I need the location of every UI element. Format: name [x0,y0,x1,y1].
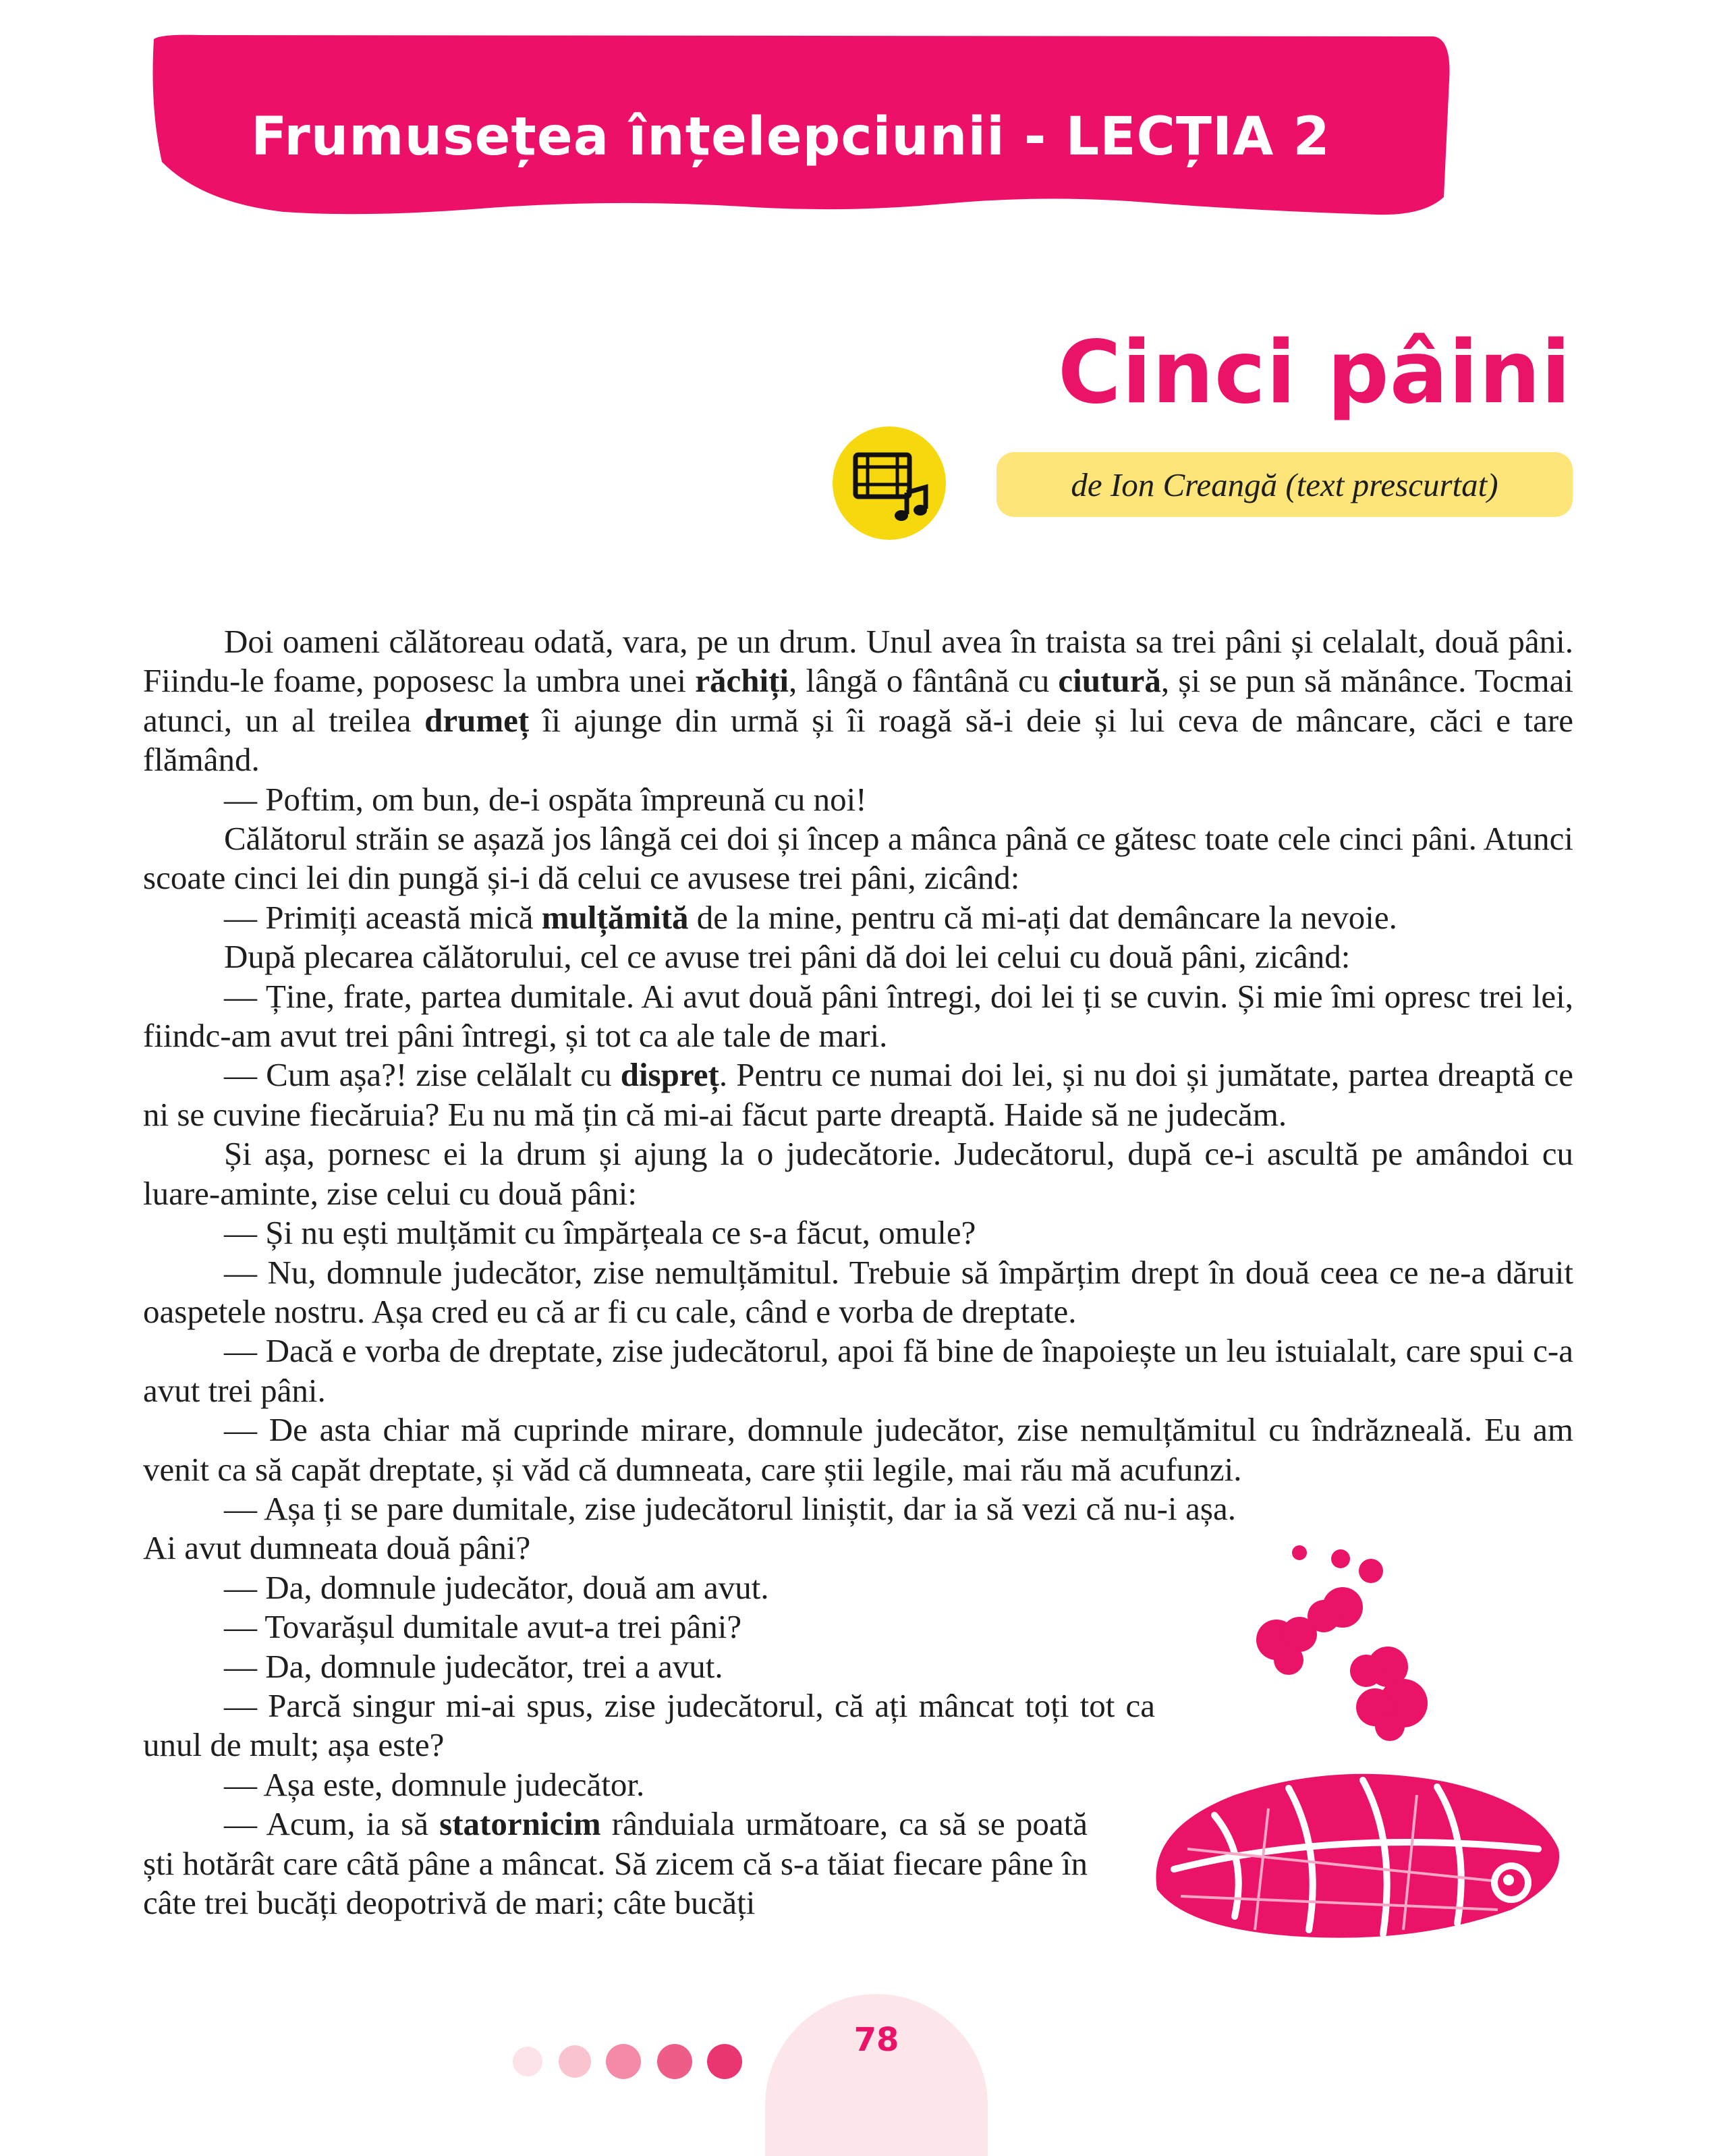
page-dots-decoration [507,2041,750,2082]
paragraph-16: — Da, domnule judecător, trei a avut. [224,1647,723,1685]
paragraph-1: Doi oameni călătoreau odată, vara, pe un drum. Unul avea în traista sa trei pâni și celalalt, două pâni. Fiindu-le foame, poposesc la umbra unei răchiți, lângă o fântână cu ciutură, și se pun să mănânce. Tocmai atunci, un al treilea drumeț îi ajunge din urmă și îi roagă să-i deie și lui ceva de mâncare, căci e tare flămând. [143,623,1573,779]
glossary-word: mulțămită [541,898,689,936]
paragraph-13: — Așa ți se pare dumitale, zise judecătorul liniștit, dar ia să vezi că nu-i așa. Ai avut dumneata două pâni? [143,1489,1236,1567]
paragraph-5: După plecarea călătorului, cel ce avuse trei pâni dă doi lei celui cu două pâni, zicând: [224,938,1351,976]
paragraph-4: — Primiți această mică mulțămită de la mine, pentru că mi-ați dat demâncare la nevoie. [224,898,1397,936]
video-audio-icon[interactable] [831,425,947,541]
paragraph-2: — Poftim, om bun, de-i ospăta împreună cu noi! [224,780,867,818]
glossary-word: drumeț [424,701,530,739]
glossary-word: ciutură [1058,662,1161,700]
paragraph-8: Și așa, pornesc ei la drum și ajung la o judecătorie. Judecătorul, după ce-i ascultă pe amândoi cu luare-aminte, zise celui cu două pâni: [143,1135,1573,1212]
glossary-word: dispreț [620,1056,719,1094]
paragraph-9: — Și nu ești mulțămit cu împărțeala ce s-a făcut, omule? [224,1214,976,1252]
paragraph-15: — Tovarășul dumitale avut-a trei pâni? [224,1608,742,1646]
page-number-bubble [765,1994,988,2156]
page-number: 78 [853,2021,899,2059]
paragraph-11: — Dacă e vorba de dreptate, zise judecătorul, apoi fă bine de înapoiește un leu istuialalt, care spui c-a avut trei pâni. [143,1332,1573,1409]
paragraph-18: — Așa este, domnule judecător. [224,1765,645,1803]
story-title: Cinci pâini [1057,323,1571,423]
glossary-word: răchiți [695,662,789,700]
paragraph-12: — De asta chiar mă cuprinde mirare, domnule judecător, zise nemulțămitul cu îndrăzneală. Eu am venit ca să capăt dreptate, și văd că dumneata, care știi legile, mai rău mă acufunzi. [143,1411,1573,1488]
paragraph-19: — Acum, ia să statornicim rânduiala următoare, ca să se poată ști hotărât care câtă pâne a mâncat. Să zicem că s-a tăiat fiecare pâne în câte trei bucăți deopotrivă de mari; câte bucăți [143,1805,1088,1921]
bread-illustration [1133,1532,1579,1977]
paragraph-3: Călătorul străin se așază jos lângă cei doi și încep a mânca până ce gătesc toate cele cinci pâni. Atunci scoate cinci lei din pungă și-i dă celui ce avusese trei pâni, zicând: [143,820,1573,897]
glossary-word: statornicim [439,1805,601,1843]
paragraph-17: — Parcă singur mi-ai spus, zise judecătorul, că ați mâncat toți tot ca unul de mult; așa este? [143,1686,1155,1764]
author-line: de Ion Creangă (text prescurtat) [996,452,1573,517]
paragraph-14: — Da, domnule judecător, două am avut. [224,1568,769,1606]
paragraph-7: — Cum așa?! zise celălalt cu dispreț. Pentru ce numai doi lei, și nu doi și jumătate, partea dreaptă ce ni se cuvine fiecăruia? Eu nu mă țin că mi-ai făcut parte dreaptă. Haide să ne judecăm. [143,1056,1573,1133]
paragraph-10: — Nu, domnule judecător, zise nemulțămitul. Trebuie să împărțim drept în două ceea ce ne-a dăruit oaspetele nostru. Așa cred eu că ar fi cu cale, când e vorba de dreptate. [143,1253,1573,1330]
paragraph-6: — Ține, frate, partea dumitale. Ai avut două pâni întregi, doi lei ți se cuvin. Și mie îmi opresc trei lei, fiindc-am avut trei pâni întregi, și tot ca ale tale de mari. [143,977,1573,1055]
lesson-title: Frumusețea înțelepciunii - LECȚIA 2 [251,107,1330,167]
